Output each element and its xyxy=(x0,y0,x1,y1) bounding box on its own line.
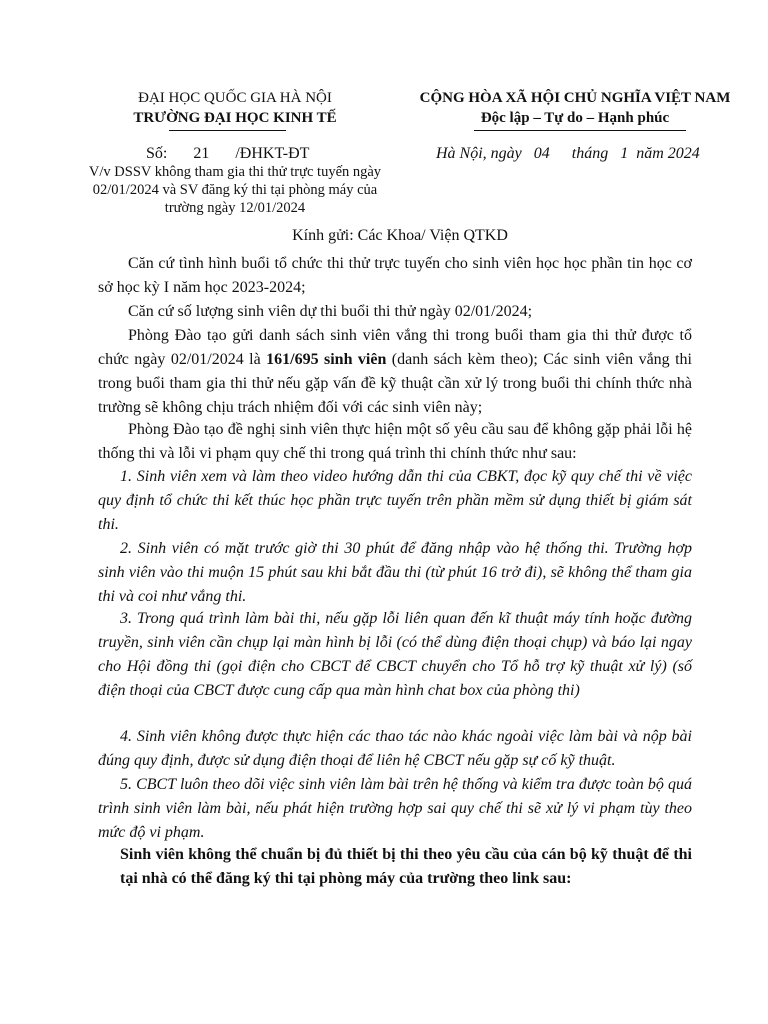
subject-block xyxy=(70,163,400,217)
closing-note: Sinh viên không thể chuẩn bị đủ thiết bị thi theo yêu cầu của cán bộ kỹ thuật để thi tại nhà có thể đăng ký thi tại phòng máy của trường theo link sau: xyxy=(120,846,692,887)
absent-count: 161/695 sinh viên xyxy=(266,351,387,368)
requirement-item-5: 5. CBCT luôn theo dõi việc sinh viên làm bài trên hệ thống và kiểm tra được toàn bộ quá trình sinh viên làm bài, nếu phát hiện trường hợp sai quy chế thi sẽ xử lý vi phạm tùy theo mức độ vi phạm. xyxy=(98,776,692,841)
date-place: Hà Nội, ngày xyxy=(436,145,522,162)
issuer-university: ĐẠI HỌC QUỐC GIA HÀ NỘI xyxy=(138,90,332,106)
doc-number-code: /ĐHKT-ĐT xyxy=(235,145,310,162)
doc-number-label: Số: xyxy=(146,145,168,162)
date-month: 1 xyxy=(620,145,629,162)
date-year: năm 2024 xyxy=(636,145,700,162)
national-title: CỘNG HÒA XÃ HỘI CHỦ NGHĨA VIỆT NAM xyxy=(419,90,731,106)
paragraph-2: Căn cứ số lượng sinh viên dự thi buổi thi thử ngày 02/01/2024; xyxy=(128,303,533,320)
national-motto-block xyxy=(400,88,750,128)
subject-line-3: trường ngày 12/01/2024 xyxy=(164,200,306,216)
doc-number-value: 21 xyxy=(193,145,210,162)
national-motto: Độc lập – Tự do – Hạnh phúc xyxy=(480,110,670,126)
document-number xyxy=(146,144,366,164)
date-line xyxy=(436,144,736,164)
issuer-school: TRƯỜNG ĐẠI HỌC KINH TẾ xyxy=(133,110,337,126)
issuer-underline xyxy=(169,130,286,131)
subject-line-1: V/v DSSV không tham gia thi thử trực tuyến ngày xyxy=(88,164,382,180)
date-month-label: tháng xyxy=(571,145,609,162)
requirement-item-2: 2. Sinh viên có mặt trước giờ thi 30 phút để đăng nhập vào hệ thống thi. Trường hợp sinh viên vào thi muộn 15 phút sau khi bắt đầu thi (từ phút 16 trở đi), sẽ không thể tham gia thi và coi như vắng thi. xyxy=(98,540,692,605)
paragraph-3: Phòng Đào tạo gửi danh sách sinh viên vắng thi trong buổi tham gia thi thử được tổ chức ngày 02/01/2024 là 161/695 sinh viên (danh sách kèm theo); Các sinh viên vắng thi trong buổi tham gia thi thử nếu gặp vấn đề kỹ thuật cần xử lý trong buổi thi chính thức nhà trường sẽ không chịu trách nhiệm đối với các sinh viên này; xyxy=(98,327,693,416)
motto-underline xyxy=(474,130,686,131)
recipient-line: Kính gửi: Các Khoa/ Viện QTKD xyxy=(292,227,508,244)
subject-line-2: 02/01/2024 và SV đăng ký thi tại phòng máy của xyxy=(92,182,378,198)
issuer-block xyxy=(100,88,370,128)
requirement-item-1: 1. Sinh viên xem và làm theo video hướng dẫn thi của CBKT, đọc kỹ quy chế thi về việc quy định tổ chức thi kết thúc học phần trực tuyến trên phần mềm sử dụng thiết bị giám sát thi. xyxy=(98,468,692,533)
date-day: 04 xyxy=(533,145,550,162)
paragraph-4: Phòng Đào tạo đề nghị sinh viên thực hiện một số yêu cầu sau để không gặp phải lỗi hệ thống thi và lỗi vi phạm quy chế thi trong quá trình thi chính thức như sau: xyxy=(98,421,692,462)
requirement-item-4: 4. Sinh viên không được thực hiện các thao tác nào khác ngoài việc làm bài và nộp bài đúng quy định, được sử dụng điện thoại để liên hệ CBCT nếu gặp sự cố kỹ thuật. xyxy=(98,728,692,769)
requirement-item-3: 3. Trong quá trình làm bài thi, nếu gặp lỗi liên quan đến kĩ thuật máy tính hoặc đường truyền, sinh viên cần chụp lại màn hình bị lỗi (có thể dùng điện thoại chụp) và báo lại ngay cho Hội đồng thi (gọi điện cho CBCT để CBCT chuyển cho Tổ hỗ trợ kỹ thuật xử lý) (số điện thoại của CBCT được cung cấp qua màn hình chat box của phòng thi) xyxy=(98,610,692,699)
paragraph-1: Căn cứ tình hình buổi tổ chức thi thử trực tuyến cho sinh viên học học phần tin học cơ sở học kỳ I năm học 2023-2024; xyxy=(98,255,692,296)
